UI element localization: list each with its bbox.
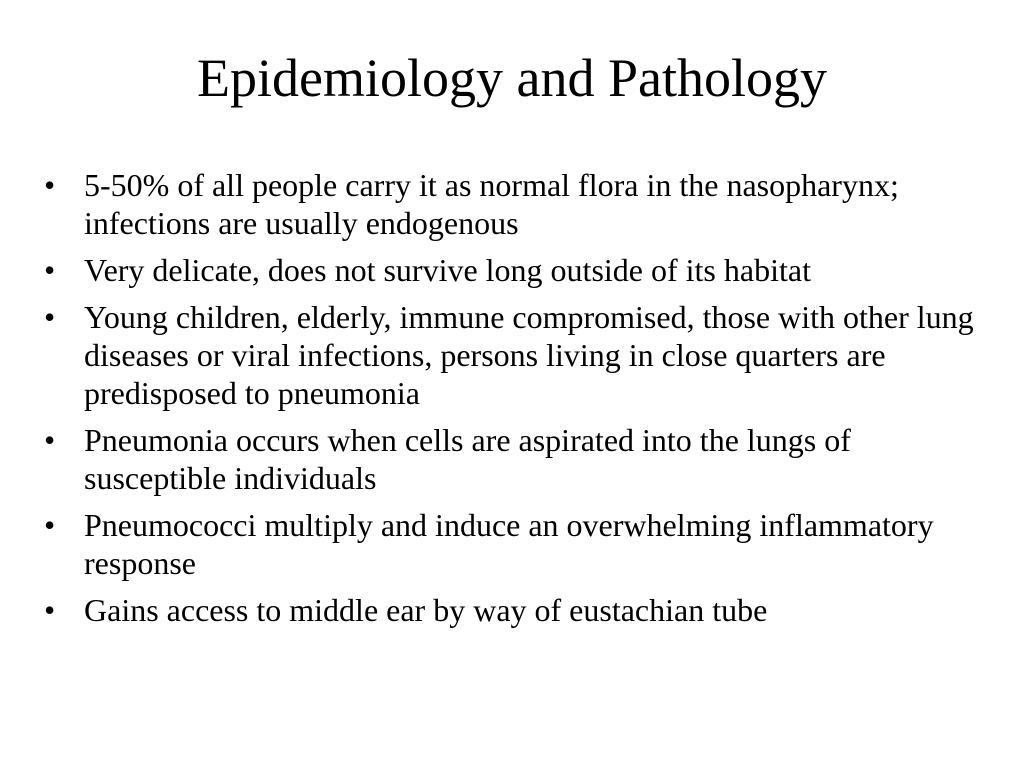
bullet-text: Young children, elderly, immune compromised, those with other lung diseases or viral infections, persons living in close quarters are predisposed to pneumonia: [84, 299, 974, 411]
bullet-text: 5-50% of all people carry it as normal flora in the nasopharynx; infections are usually endogenous: [84, 167, 899, 241]
bullet-icon: •: [44, 507, 56, 543]
bullet-text: Very delicate, does not survive long outside of its habitat: [84, 252, 811, 288]
bullet-icon: •: [44, 252, 56, 288]
bullet-item-2: [44, 251, 984, 289]
bullet-item-1: [44, 166, 984, 242]
bullet-text: Gains access to middle ear by way of eustachian tube: [84, 592, 768, 628]
bullet-item-5: [44, 506, 984, 582]
bullet-icon: •: [44, 299, 56, 335]
bullet-list: [44, 166, 984, 638]
bullet-text: Pneumococci multiply and induce an overwhelming inflammatory response: [84, 507, 934, 581]
slide-title: Epidemiology and Pathology: [197, 48, 827, 108]
bullet-text: Pneumonia occurs when cells are aspirated into the lungs of susceptible individuals: [84, 422, 851, 496]
bullet-item-3: [44, 298, 984, 412]
bullet-icon: •: [44, 592, 56, 628]
bullet-item-4: [44, 421, 984, 497]
bullet-icon: •: [44, 167, 56, 203]
bullet-icon: •: [44, 422, 56, 458]
bullet-item-6: [44, 591, 984, 629]
